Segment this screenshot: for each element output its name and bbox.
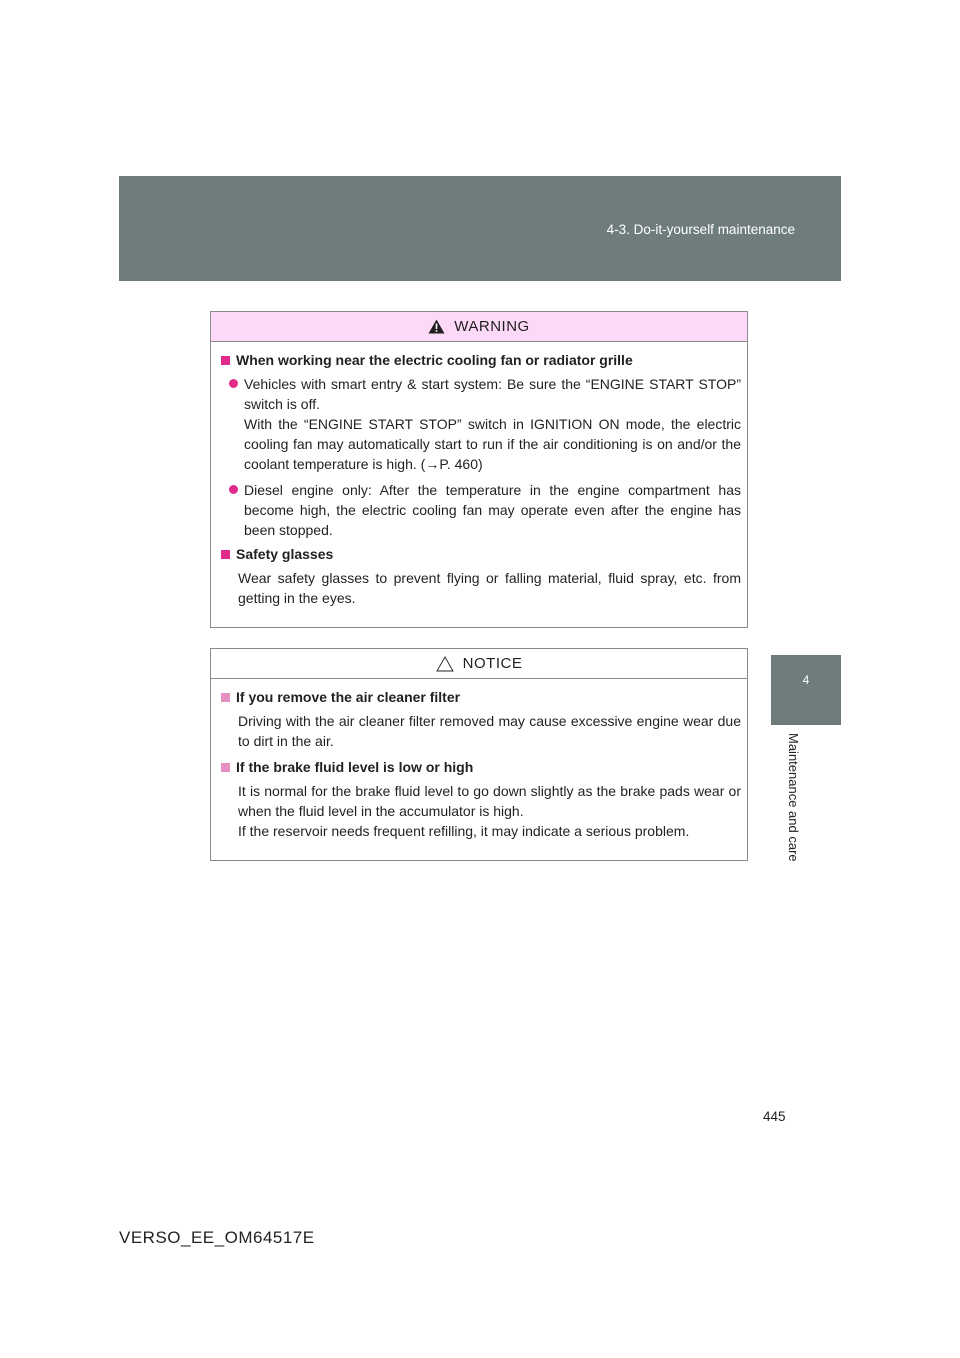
notice-header <box>211 649 747 679</box>
warning-box <box>210 311 748 628</box>
round-bullet-icon <box>229 379 238 388</box>
warning-title: WARNING <box>454 318 530 335</box>
document-code: VERSO_EE_OM64517E <box>119 1228 315 1247</box>
bullet-text: Diesel engine only: After the temperature in the engine compartment has become high, the electric cooling fan may operate even after the engine has been stopped. <box>244 482 741 538</box>
warning-heading-cooling-fan: When working near the electric cooling fan or radiator grille <box>220 352 741 369</box>
chapter-number: 4 <box>802 673 810 687</box>
warning-bullet <box>229 374 741 474</box>
warning-header <box>211 312 747 342</box>
chapter-label: Maintenance and care <box>786 733 801 862</box>
warning-icon <box>428 319 445 334</box>
notice-text: It is normal for the brake fluid level to go down slightly as the brake pads wear or when the fluid level in the accumulator is high. <box>238 783 741 819</box>
bullet-text: Vehicles with smart entry & start system: Be sure the “ENGINE START STOP” switch is off. <box>244 376 741 412</box>
section-title: 4-3. Do-it-yourself maintenance <box>606 222 795 237</box>
caution-triangle-icon <box>436 656 454 672</box>
square-bullet-icon <box>221 550 230 559</box>
square-bullet-icon <box>221 693 230 702</box>
notice-text: If the reservoir needs frequent refilling, it may indicate a serious problem. <box>238 823 690 839</box>
square-bullet-icon <box>221 356 230 365</box>
notice-text: Driving with the air cleaner filter removed may cause excessive engine wear due to dirt in the air. <box>238 713 741 749</box>
notice-heading-air-filter: If you remove the air cleaner filter <box>220 689 741 706</box>
chapter-tab <box>771 655 841 725</box>
notice-heading-brake-fluid: If the brake fluid level is low or high <box>220 759 741 776</box>
square-bullet-icon <box>221 763 230 772</box>
notice-box <box>210 648 748 861</box>
warning-heading-safety-glasses: Safety glasses <box>220 546 741 563</box>
warning-bullet <box>229 480 741 540</box>
chapter-header-band <box>119 176 841 281</box>
bullet-text: With the “ENGINE START STOP” switch in IGNITION ON mode, the electric cooling fan may automatically start to run if the air conditioning is on and/or the coolant temperature is high. (→P. 460) <box>244 416 741 472</box>
round-bullet-icon <box>229 485 238 494</box>
warning-text: Wear safety glasses to prevent flying or falling material, fluid spray, etc. from getting in the eyes. <box>238 570 741 606</box>
notice-title: NOTICE <box>462 655 523 672</box>
page-number: 445 <box>763 1109 786 1124</box>
